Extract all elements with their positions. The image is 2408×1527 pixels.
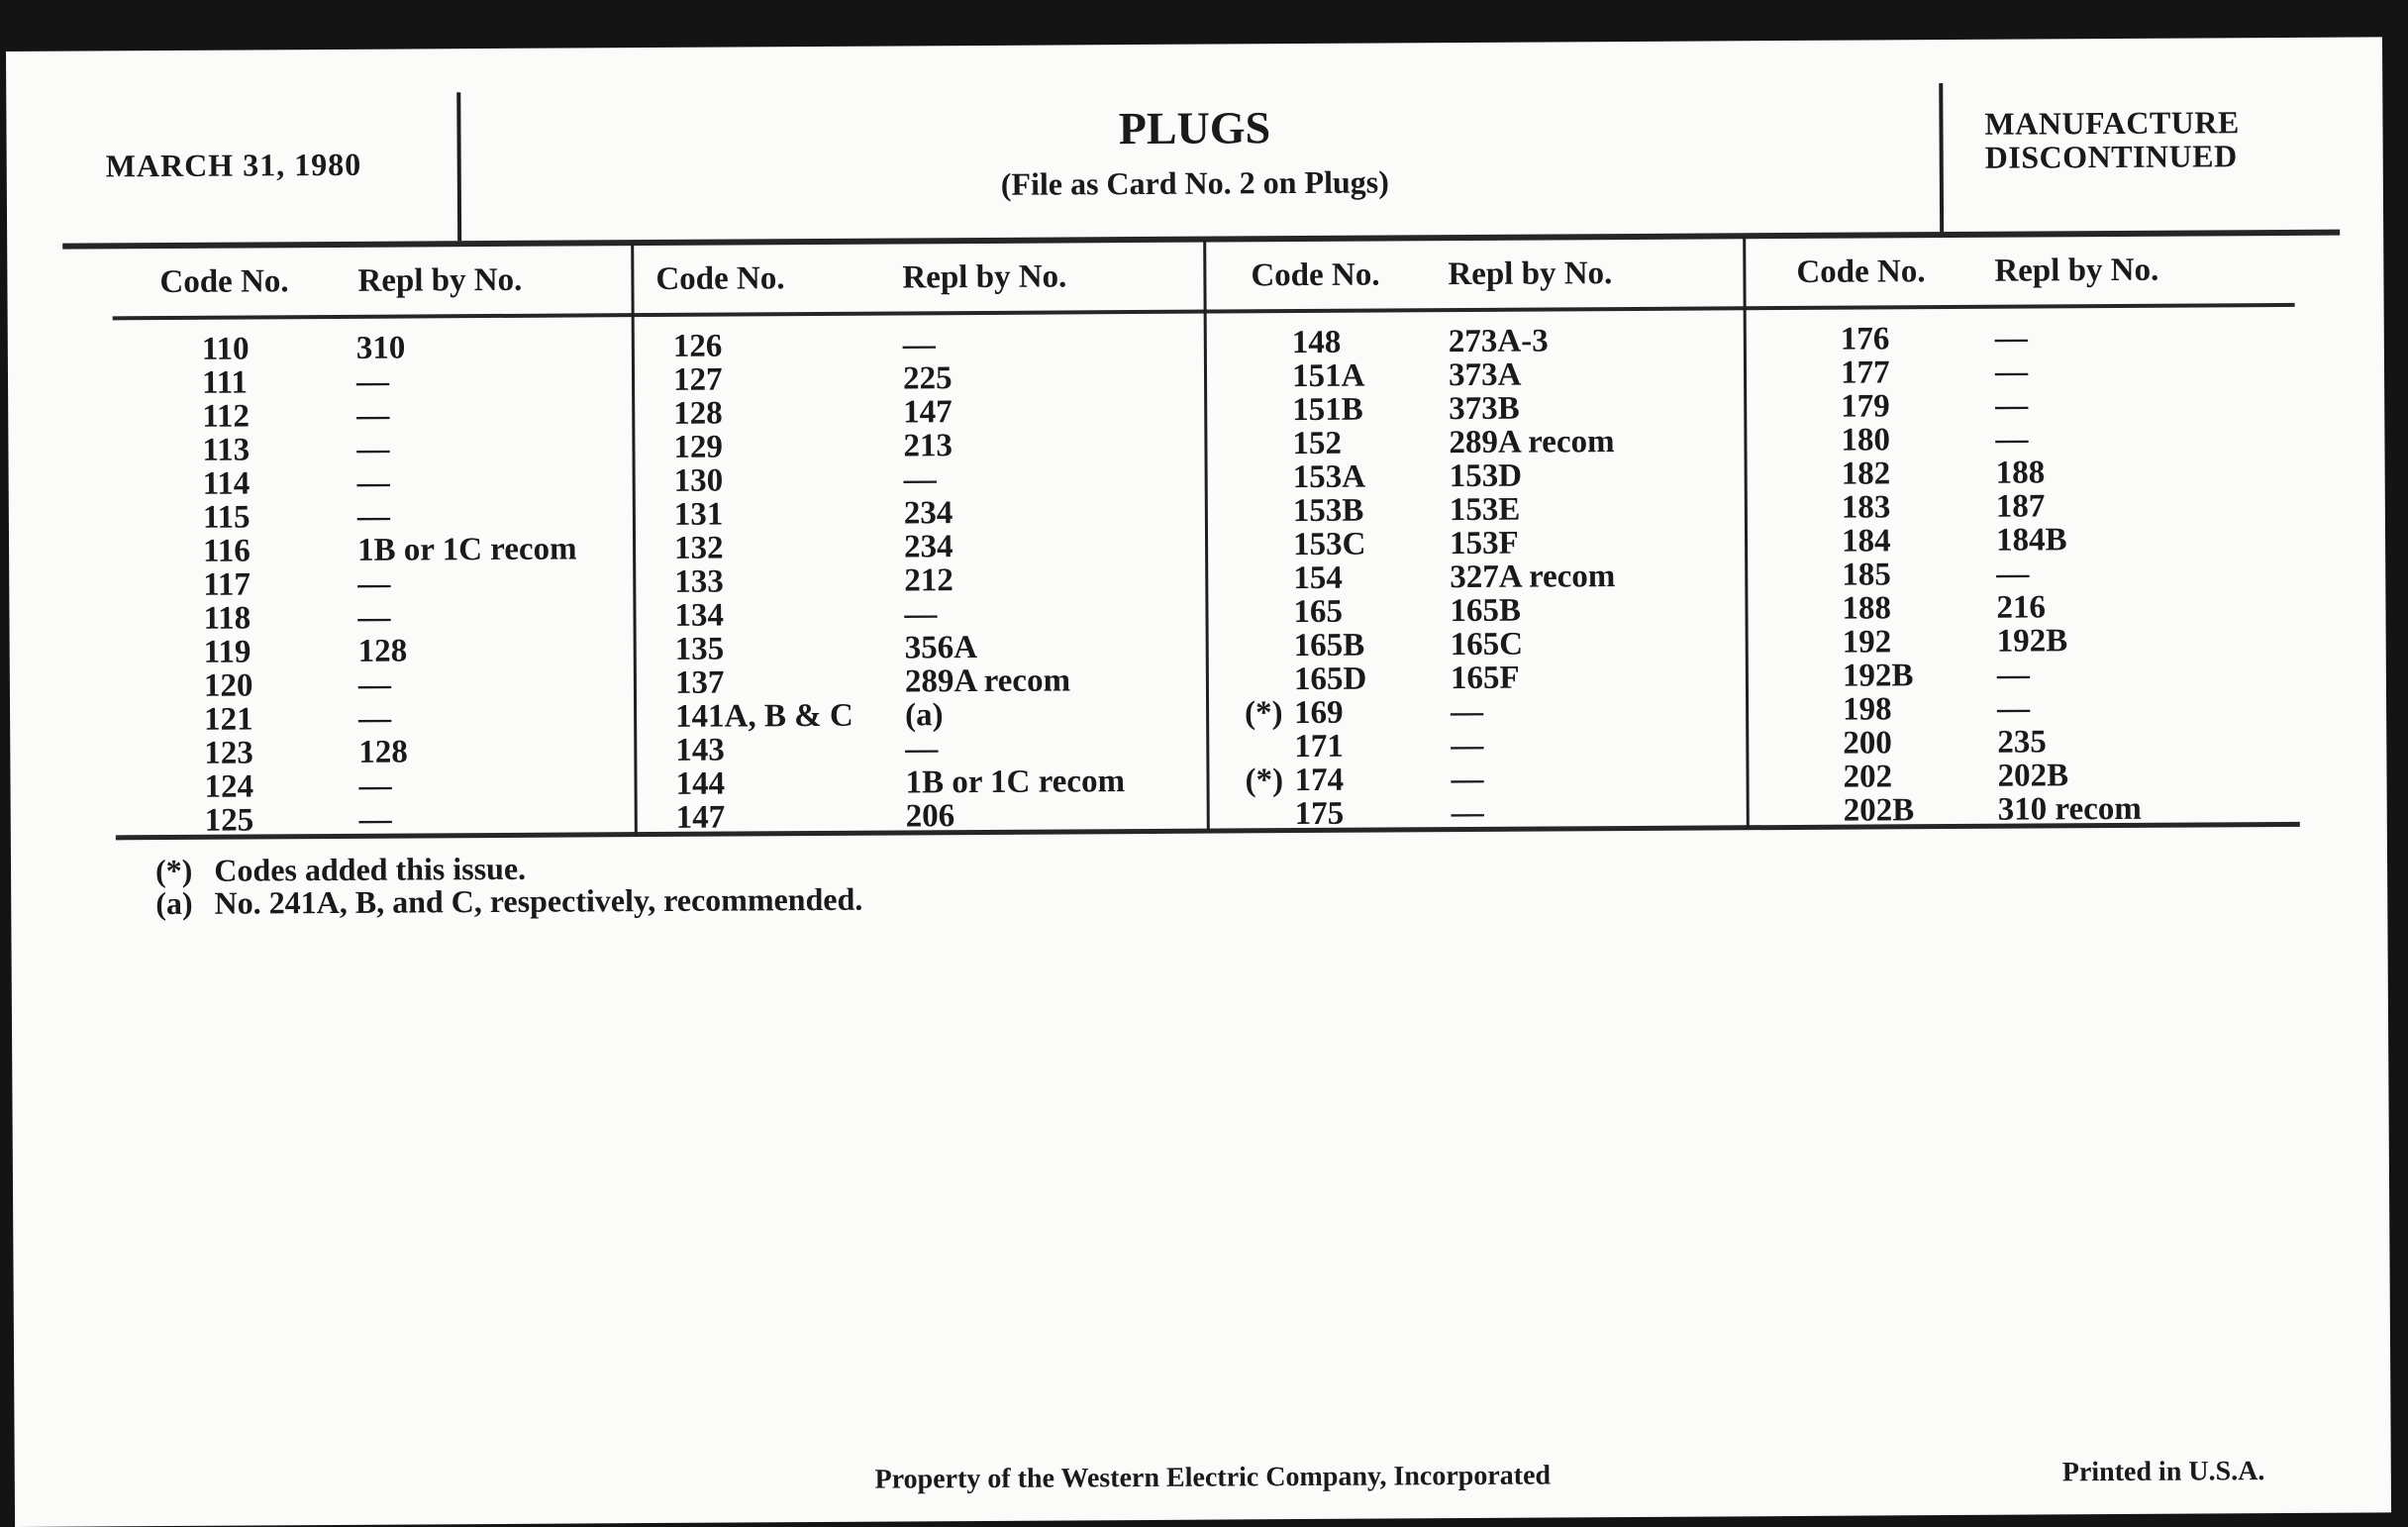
replacement-cell: —: [356, 397, 390, 434]
replacement-cell: —: [1995, 387, 2029, 424]
replacement-cell: 187: [1995, 488, 2046, 525]
replacement-cell: —: [904, 596, 938, 633]
code-cell: 177: [1840, 355, 1890, 391]
status-label: [1984, 105, 2240, 174]
replacement-cell: 225: [902, 360, 953, 397]
replacement-cell: —: [358, 767, 392, 804]
code-cell: 152: [1292, 425, 1343, 462]
code-cell: 112: [202, 398, 251, 435]
status-line-2: DISCONTINUED: [1984, 138, 2238, 175]
replacement-cell: 153E: [1449, 491, 1521, 529]
replacement-cell: —: [356, 431, 390, 467]
code-cell: 124: [204, 768, 254, 805]
replacement-cell: —: [1994, 320, 2028, 356]
footnote: [155, 881, 862, 922]
added-marker: (*): [1244, 695, 1283, 732]
replacement-cell: 356A: [904, 630, 978, 666]
replacement-cell: —: [1451, 727, 1484, 764]
column-divider: [1743, 237, 1750, 827]
replacement-cell: —: [905, 731, 939, 767]
replacement-cell: 153F: [1449, 525, 1519, 562]
replacement-cell: 235: [1997, 724, 2047, 761]
replacement-cell: 192B: [1996, 623, 2068, 660]
code-cell: 118: [203, 600, 251, 637]
code-cell: 120: [203, 667, 253, 704]
code-cell: 200: [1843, 725, 1892, 762]
replacement-cell: —: [357, 565, 391, 602]
code-cell: 110: [201, 331, 250, 367]
code-cell: 130: [673, 462, 724, 499]
replacement-cell: 153D: [1449, 458, 1523, 495]
code-cell: 135: [674, 631, 725, 667]
replacement-cell: 188: [1995, 455, 2046, 491]
plugs-reference-card: [6, 37, 2391, 1527]
replacement-cell: 165C: [1450, 626, 1524, 663]
replacement-cell: —: [355, 363, 390, 400]
replacement-cell: 213: [903, 428, 953, 464]
footnote-key: (*): [154, 852, 193, 889]
replacement-cell: —: [1995, 421, 2029, 458]
replacement-cell: —: [358, 700, 392, 737]
replacement-cell: —: [358, 801, 392, 838]
column-header-repl: Repl by No.: [902, 258, 1067, 296]
code-cell: 131: [673, 496, 724, 533]
column-header-code: Code No.: [1251, 256, 1380, 294]
replacement-cell: 184B: [1995, 522, 2067, 559]
replacement-cell: (a): [905, 697, 944, 734]
code-cell: 128: [673, 395, 723, 432]
replacement-cell: 216: [1996, 589, 2047, 626]
replacement-cell: —: [1451, 761, 1484, 798]
code-cell: 143: [675, 732, 725, 768]
code-cell: 198: [1842, 691, 1892, 728]
header-rule: [62, 230, 2340, 250]
replacement-cell: 310 recom: [1997, 790, 2142, 828]
code-cell: 116: [202, 533, 251, 569]
code-cell: 114: [202, 465, 251, 502]
property-notice: Property of the Western Electric Company, Incorporated: [874, 1460, 1552, 1495]
replacement-cell: —: [356, 498, 390, 535]
code-cell: 129: [673, 429, 724, 465]
replacement-cell: 212: [904, 562, 953, 599]
page-subtitle: (File as Card No. 2 on Plugs): [1000, 163, 1389, 202]
code-cell: 125: [204, 802, 254, 839]
replacement-cell: —: [356, 464, 390, 501]
code-cell: 121: [204, 701, 253, 738]
code-cell: 133: [674, 563, 724, 600]
code-cell: 202: [1843, 759, 1893, 795]
code-cell: 176: [1840, 321, 1890, 357]
code-cell: 153A: [1292, 458, 1366, 496]
column-divider: [1203, 241, 1210, 831]
replacement-cell: 234: [903, 495, 953, 532]
column-divider: [631, 244, 638, 834]
code-cell: 151A: [1291, 357, 1365, 395]
replacement-cell: 147: [903, 394, 953, 431]
replacement-cell: —: [1996, 690, 2031, 727]
replacement-cell: —: [357, 599, 391, 636]
code-cell: 184: [1841, 523, 1891, 560]
code-cell: 175: [1294, 795, 1345, 833]
replacement-cell: —: [1996, 556, 2030, 592]
code-cell: 132: [673, 530, 724, 566]
code-cell: 183: [1841, 489, 1891, 526]
code-cell: 134: [674, 597, 725, 634]
column-header-repl: Repl by No.: [1448, 255, 1613, 293]
code-cell: 180: [1841, 422, 1891, 458]
replacement-cell: 202B: [1997, 758, 2069, 794]
replacement-cell: 273A-3: [1448, 323, 1549, 360]
replacement-cell: 128: [357, 633, 408, 669]
code-cell: 123: [204, 735, 253, 771]
code-cell: 119: [203, 634, 251, 670]
replacement-cell: 373A: [1448, 356, 1522, 394]
code-cell: 117: [203, 566, 251, 603]
code-cell: 111: [201, 364, 249, 401]
replacement-cell: 289A recom: [904, 662, 1071, 700]
code-cell: 171: [1294, 728, 1344, 765]
replacement-cell: 234: [903, 529, 953, 565]
replacement-cell: —: [357, 666, 392, 703]
code-cell: 153B: [1292, 492, 1364, 530]
replacement-cell: 289A recom: [1449, 424, 1615, 461]
code-cell: 188: [1842, 590, 1892, 627]
replacement-cell: —: [1994, 354, 2029, 390]
issue-date: MARCH 31, 1980: [105, 146, 362, 184]
code-cell: 192B: [1842, 658, 1914, 694]
code-cell: 202B: [1843, 792, 1915, 829]
column-header-repl: Repl by No.: [357, 261, 523, 299]
added-marker: (*): [1245, 763, 1284, 799]
code-cell: 192: [1842, 624, 1892, 661]
replacement-cell: 206: [905, 798, 955, 835]
column-header-code: Code No.: [655, 260, 785, 297]
code-cell: 179: [1841, 388, 1890, 425]
replacement-cell: —: [903, 461, 937, 498]
printed-in-notice: Printed in U.S.A.: [2061, 1456, 2265, 1488]
code-cell: 151B: [1292, 391, 1363, 429]
replacement-cell: 310: [355, 330, 406, 366]
replacement-cell: 1B or 1C recom: [905, 764, 1126, 801]
replacement-cell: —: [1451, 794, 1484, 832]
footnote-text: Codes added this issue.: [214, 850, 527, 888]
code-cell: 127: [672, 361, 723, 398]
code-cell: 144: [675, 765, 726, 802]
code-cell: 174: [1294, 762, 1345, 799]
code-cell: 113: [202, 432, 251, 468]
code-cell: 169: [1293, 694, 1344, 732]
code-cell: 154: [1293, 560, 1343, 597]
replacement-cell: 373B: [1449, 390, 1520, 428]
code-cell: 137: [674, 664, 725, 701]
code-cell: 165D: [1293, 661, 1367, 698]
code-cell: 147: [675, 799, 726, 836]
replacement-cell: 165F: [1450, 660, 1520, 697]
code-cell: 185: [1842, 557, 1891, 593]
code-cell: 165B: [1293, 627, 1365, 664]
column-header-repl: Repl by No.: [1994, 252, 2159, 289]
footnote-key: (a): [155, 884, 193, 922]
replacement-cell: —: [902, 327, 936, 363]
replacement-cell: 128: [358, 734, 408, 770]
code-cell: 115: [202, 499, 251, 536]
code-cell: 126: [672, 328, 723, 364]
code-cell: 182: [1841, 456, 1891, 492]
page-title: PLUGS: [1118, 102, 1271, 154]
column-header-code: Code No.: [1796, 254, 1926, 290]
status-line-1: MANUFACTURE: [1984, 104, 2240, 142]
replacement-cell: 327A recom: [1450, 559, 1616, 596]
replacement-cell: —: [1450, 693, 1484, 731]
replacement-cell: 1B or 1C recom: [356, 531, 577, 568]
replacement-cell: 165B: [1450, 592, 1522, 630]
code-cell: 165: [1293, 593, 1344, 631]
code-cell: 153C: [1292, 526, 1366, 563]
replacement-cell: —: [1996, 657, 2030, 693]
footnote-text: No. 241A, B, and C, respectively, recommended.: [214, 880, 863, 921]
code-cell: 148: [1291, 324, 1342, 361]
code-cell: 141A, B & C: [675, 697, 853, 735]
column-header-code: Code No.: [159, 263, 289, 301]
